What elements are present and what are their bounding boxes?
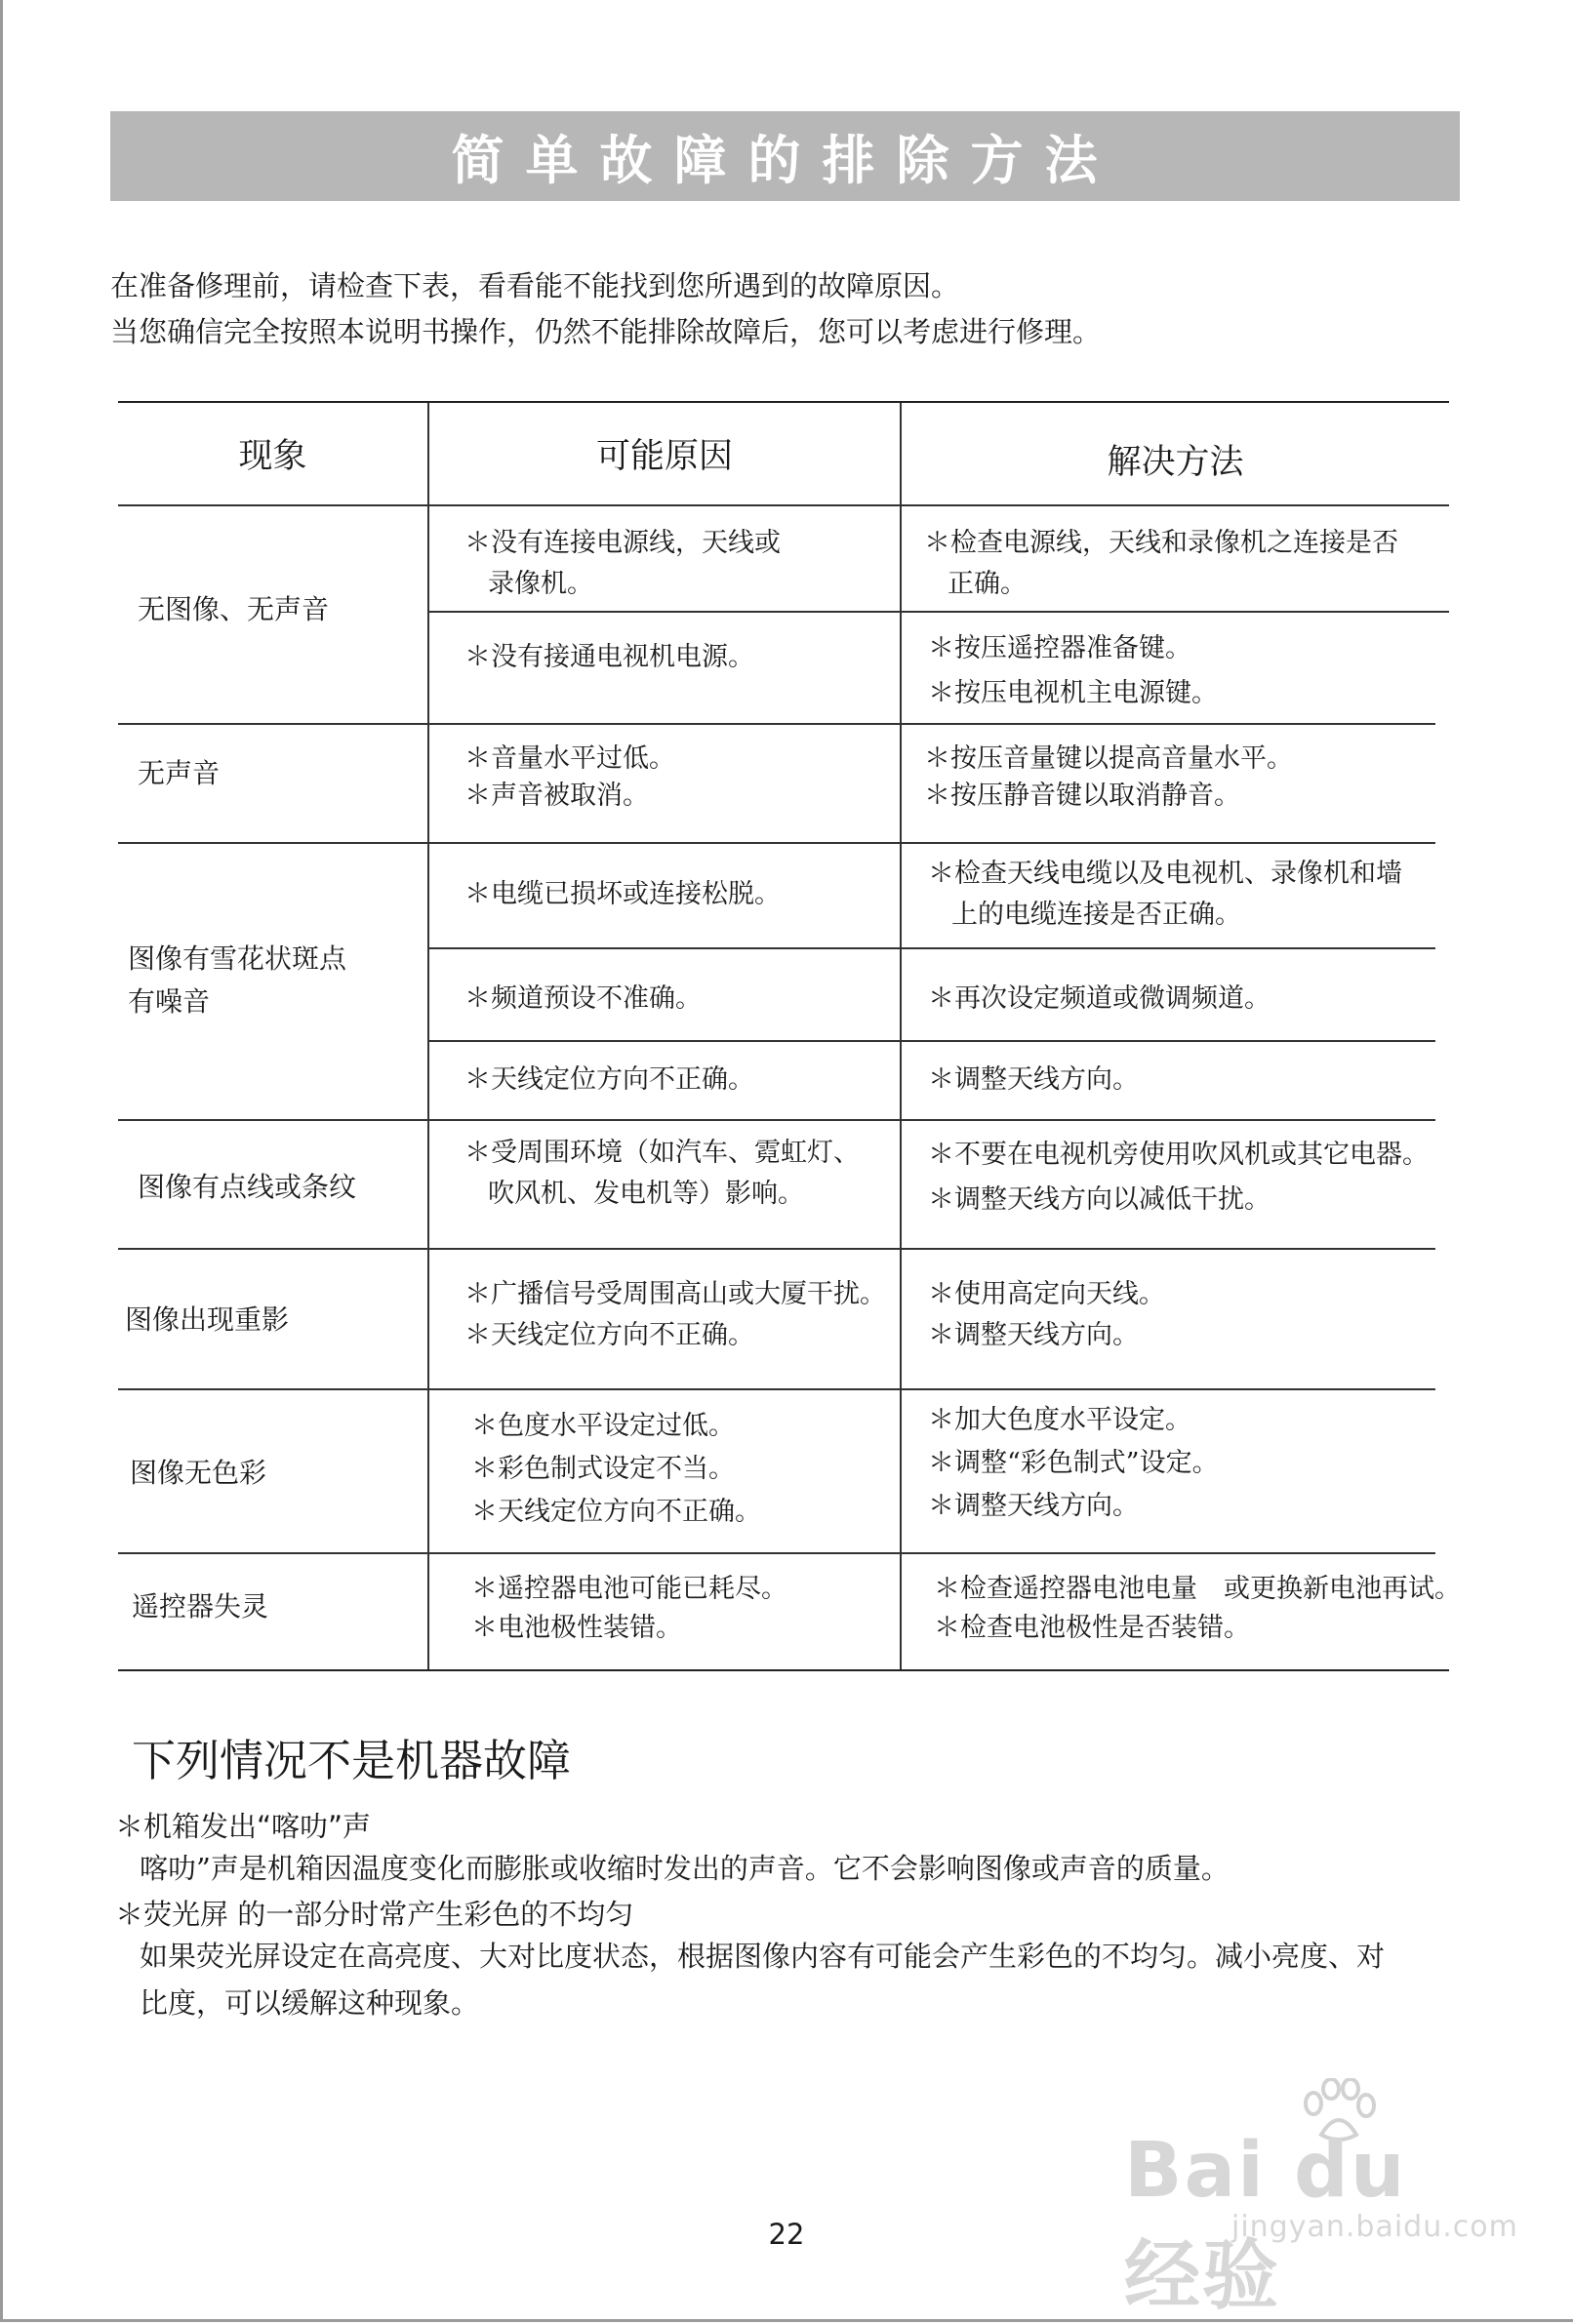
cause-cell: ＊频道预设不准确。 [464, 983, 702, 1014]
not-fault-item [115, 1805, 1230, 1892]
header-symptom: 现象 [238, 437, 307, 476]
row-divider [118, 1119, 1435, 1121]
page-left-border [0, 0, 3, 2322]
not-fault-item-title: ＊机箱发出“喀叻”声 [115, 1810, 372, 1843]
watermark-url: jingyan.baidu.com [1231, 2210, 1518, 2244]
intro-line: 当您确信完全按照本说明书操作，仍然不能排除故障后，您可以考虑进行修理。 [110, 315, 1102, 348]
intro-line: 在准备修理前，请检查下表，看看能不能找到您所遇到的故障原因。 [110, 269, 960, 302]
not-fault-item-title: ＊荧光屏 的一部分时常产生彩色的不均匀 [115, 1898, 634, 1931]
cause-cell: ＊广播信号受周围高山或大厦干扰。 ＊天线定位方向不正确。 [464, 1279, 886, 1350]
solution-cell: ＊检查遥控器电池电量 或更换新电池再试。 ＊检查电池极性是否装错。 [934, 1574, 1461, 1643]
page-number: 22 [768, 2218, 805, 2251]
header-divider [118, 504, 1449, 506]
header-solution: 解决方法 [1107, 443, 1244, 482]
solution-cell: ＊加大色度水平设定。 ＊调整“彩色制式”设定。 ＊调整天线方向。 [928, 1405, 1219, 1521]
sub-row-divider [429, 947, 1435, 949]
symptom-no-picture-no-sound: 无图像、无声音 [138, 593, 330, 625]
row-divider [118, 1388, 1435, 1390]
cause-cell: ＊天线定位方向不正确。 [464, 1064, 754, 1095]
symptom-snow-noise: 图像有雪花状斑点 有噪音 [128, 942, 347, 1018]
cause-cell: ＊没有接通电视机电源。 [464, 642, 754, 672]
solution-cell: ＊不要在电视机旁使用吹风机或其它电器。 ＊调整天线方向以减低干扰。 [928, 1140, 1429, 1215]
solution-cell: ＊使用高定向天线。 ＊调整天线方向。 [928, 1279, 1165, 1350]
column-divider [900, 403, 902, 1669]
sub-row-divider [429, 611, 1449, 613]
page-title: 简单故障的排除方法 [110, 111, 1460, 201]
cause-cell: ＊色度水平设定过低。 ＊彩色制式设定不当。 ＊天线定位方向不正确。 [471, 1411, 761, 1527]
solution-cell: ＊按压遥控器准备键。 ＊按压电视机主电源键。 [928, 633, 1218, 708]
baidu-jingyan-watermark [1114, 2078, 1518, 2320]
symptom-no-color: 图像无色彩 [130, 1457, 267, 1489]
solution-cell: ＊检查天线电缆以及电视机、录像机和墙 上的电缆连接是否正确。 [928, 859, 1402, 930]
cause-cell: ＊受周围环境（如汽车、霓虹灯、 吹风机、发电机等）影响。 [464, 1138, 860, 1209]
solution-cell: ＊检查电源线，天线和录像机之连接是否 正确。 [924, 528, 1398, 599]
symptom-remote-failure: 遥控器失灵 [132, 1590, 269, 1623]
symptom-ghosting: 图像出现重影 [125, 1303, 290, 1336]
row-divider [118, 1552, 1435, 1554]
cause-cell: ＊遥控器电池可能已耗尽。 ＊电池极性装错。 [471, 1574, 787, 1643]
not-fault-item [115, 1893, 1385, 2026]
column-divider [427, 403, 429, 1669]
cause-cell: ＊电缆已损坏或连接松脱。 [464, 879, 781, 909]
not-fault-heading: 下列情况不是机器故障 [132, 1735, 572, 1786]
sub-row-divider [429, 1040, 1435, 1042]
row-divider [118, 1248, 1435, 1250]
troubleshooting-table [118, 401, 1461, 1671]
not-fault-item-body: 如果荧光屏设定在高亮度、大对比度状态，根据图像内容有可能会产生彩色的不均匀。减小亮度、对 比度，可以缓解这种现象。 [140, 1940, 1386, 2020]
solution-cell: ＊再次设定频道或微调频道。 [928, 983, 1270, 1014]
intro-text [110, 263, 1101, 355]
solution-cell: ＊按压音量键以提高音量水平。 ＊按压静音键以取消静音。 [924, 743, 1293, 811]
not-fault-item-body: 喀叻”声是机箱因温度变化而膨胀或收缩时发出的声音。它不会影响图像或声音的质量。 [140, 1852, 1230, 1885]
header-cause: 可能原因 [595, 437, 733, 476]
row-divider [118, 723, 1435, 725]
symptom-no-sound: 无声音 [138, 757, 221, 789]
solution-cell: ＊调整天线方向。 [928, 1064, 1139, 1095]
row-divider [118, 842, 1435, 844]
watermark-brand: Bai du 经验 [1124, 2127, 1407, 2320]
cause-cell: ＊没有连接电源线，天线或 录像机。 [464, 528, 781, 599]
cause-cell: ＊音量水平过低。 ＊声音被取消。 [464, 743, 675, 811]
symptom-lines-stripes: 图像有点线或条纹 [138, 1171, 357, 1203]
